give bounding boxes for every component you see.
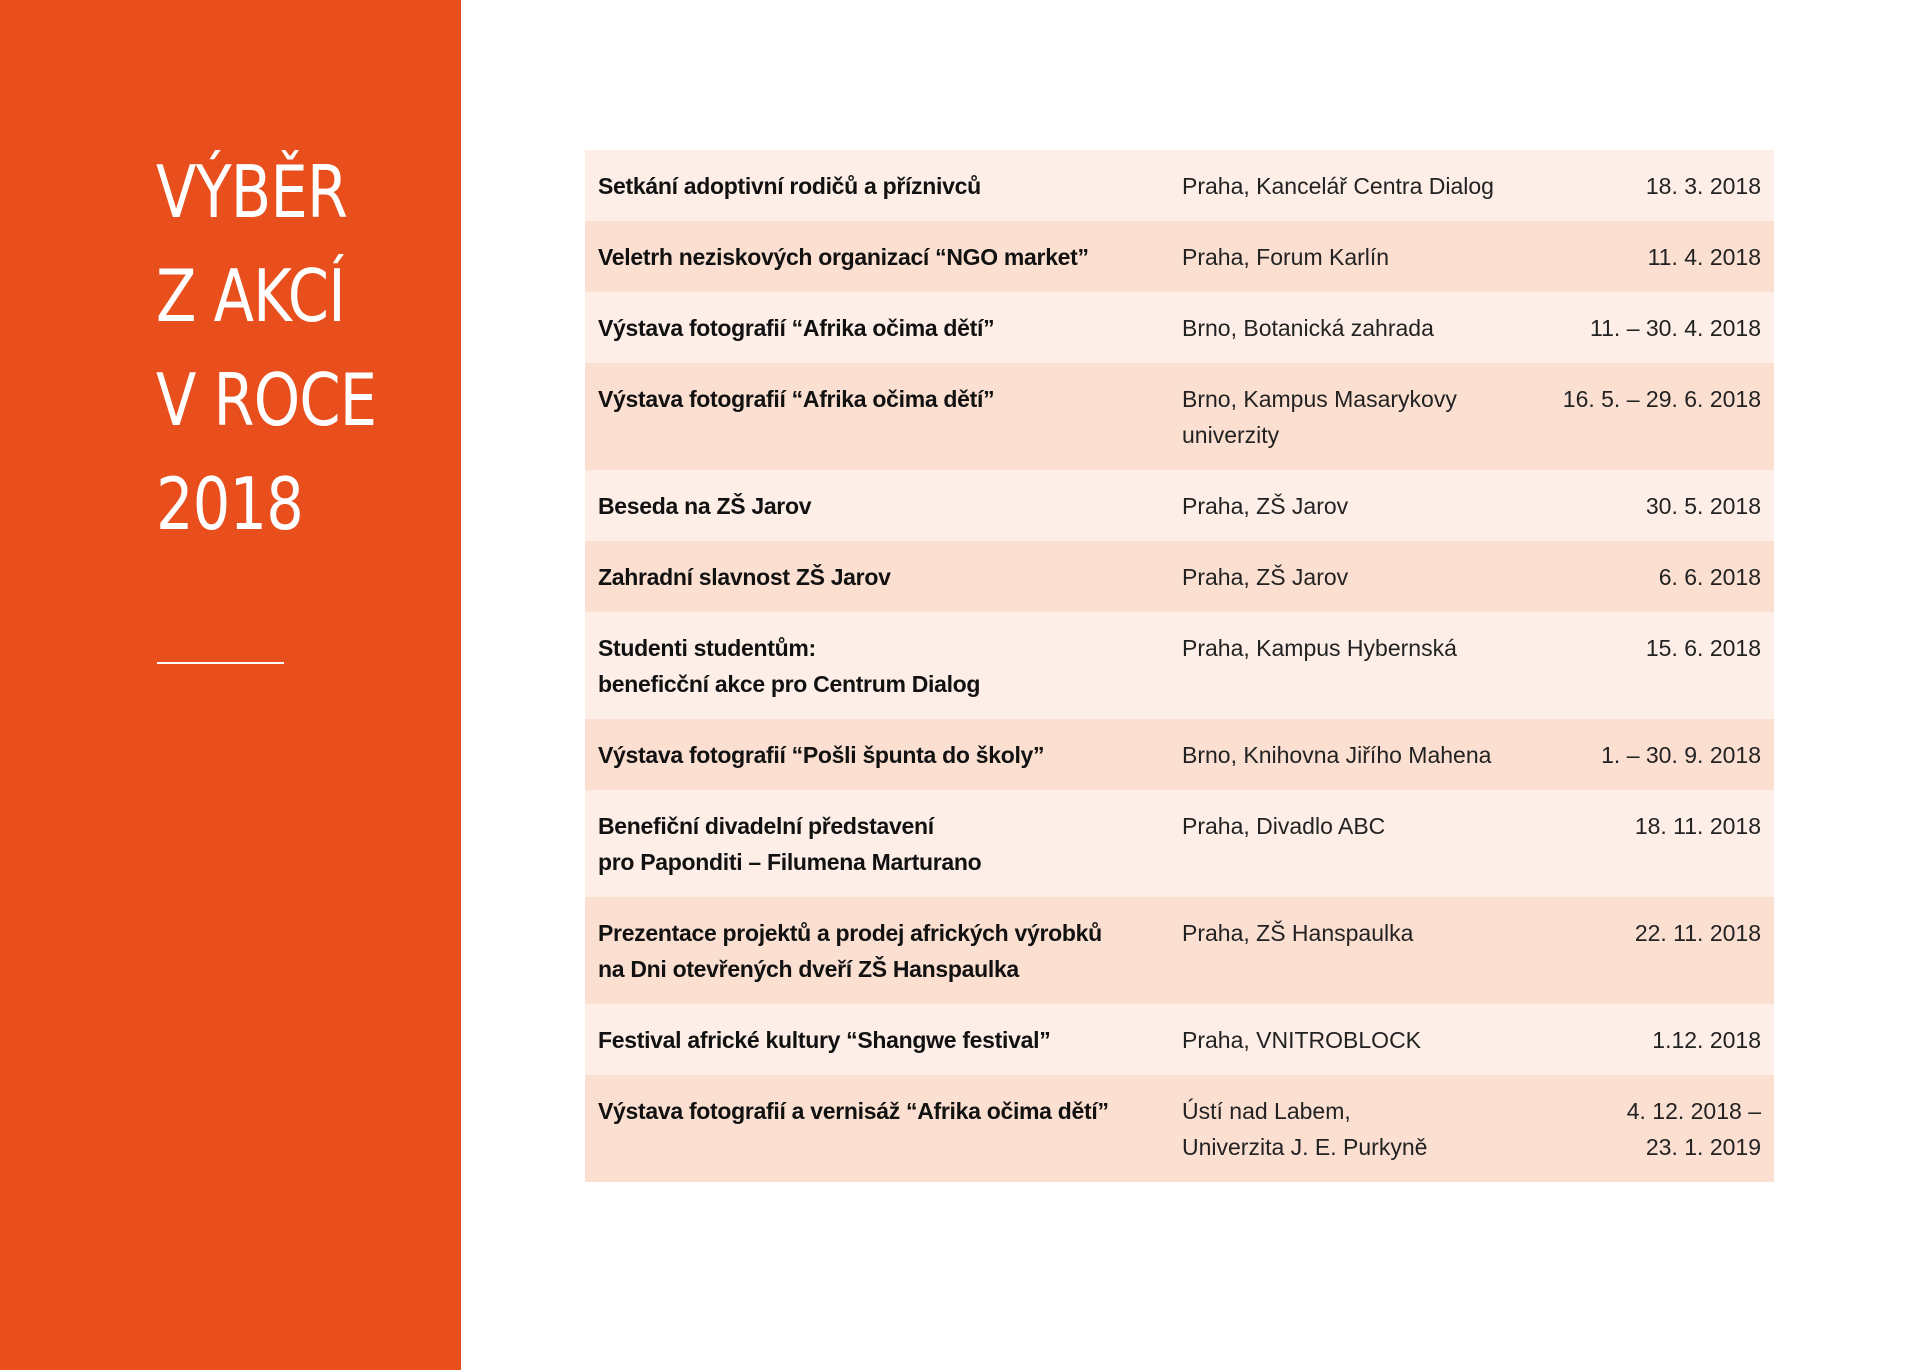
event-place: Praha, ZŠ Jarov (1182, 564, 1349, 590)
event-date: 1. – 30. 9. 2018 (1601, 742, 1761, 768)
event-date: 15. 6. 2018 (1645, 635, 1761, 661)
event-date: 22. 11. 2018 (1634, 920, 1761, 946)
events-table (585, 150, 1774, 1182)
event-date: 11. – 30. 4. 2018 (1590, 315, 1761, 341)
event-date: 18. 3. 2018 (1645, 173, 1761, 199)
event-row (585, 790, 1774, 897)
sidebar-panel (0, 0, 461, 1370)
event-place: Praha, VNITROBLOCK (1182, 1027, 1422, 1053)
event-name: Zahradní slavnost ZŠ Jarov (598, 564, 891, 590)
event-name: Výstava fotografií “Afrika očima dětí” (598, 386, 995, 412)
event-row (585, 541, 1774, 612)
page-title (156, 140, 376, 556)
event-row (585, 719, 1774, 790)
event-date: 30. 5. 2018 (1645, 493, 1761, 519)
event-place: Brno, Kampus Masarykovy univerzity (1182, 386, 1457, 448)
event-date: 18. 11. 2018 (1634, 813, 1761, 839)
event-date: 11. 4. 2018 (1647, 244, 1761, 270)
event-row (585, 221, 1774, 292)
event-name: Prezentace projektů a prodej afrických výrobků na Dni otevřených dveří ZŠ Hanspaulka (598, 920, 1102, 982)
event-name: Výstava fotografií “Afrika očima dětí” (598, 315, 995, 341)
event-date: 6. 6. 2018 (1658, 564, 1761, 590)
event-date: 4. 12. 2018 – 23. 1. 2019 (1626, 1098, 1761, 1160)
event-name: Výstava fotografií “Pošli špunta do školy” (598, 742, 1045, 768)
title-line: 2018 (156, 462, 303, 546)
event-row (585, 1004, 1774, 1075)
event-place: Brno, Botanická zahrada (1182, 315, 1434, 341)
event-place: Praha, Kampus Hybernská (1182, 635, 1457, 661)
event-name: Veletrh neziskových organizací “NGO market” (598, 244, 1089, 270)
event-place: Praha, Forum Karlín (1182, 244, 1390, 270)
event-row (585, 363, 1774, 470)
event-row (585, 150, 1774, 221)
title-line: V ROCE (156, 358, 377, 442)
event-name: Benefiční divadelní představení pro Paponditi – Filumena Marturano (598, 813, 982, 875)
event-row (585, 612, 1774, 719)
event-date: 1.12. 2018 (1652, 1027, 1761, 1053)
event-place: Praha, ZŠ Hanspaulka (1182, 920, 1414, 946)
event-name: Beseda na ZŠ Jarov (598, 493, 812, 519)
event-row (585, 470, 1774, 541)
title-line: VÝBĚR (156, 150, 348, 234)
event-place: Ústí nad Labem, Univerzita J. E. Purkyně (1182, 1098, 1428, 1160)
event-row (585, 897, 1774, 1004)
event-name: Výstava fotografií a vernisáž “Afrika očima dětí” (598, 1098, 1109, 1124)
event-row (585, 1075, 1774, 1182)
event-name: Studenti studentům: beneficční akce pro Centrum Dialog (598, 635, 981, 697)
title-divider (157, 662, 284, 664)
event-place: Brno, Knihovna Jiřího Mahena (1182, 742, 1492, 768)
event-name: Setkání adoptivní rodičů a příznivců (598, 173, 981, 199)
event-row (585, 292, 1774, 363)
event-date: 16. 5. – 29. 6. 2018 (1562, 386, 1761, 412)
event-place: Praha, Divadlo ABC (1182, 813, 1386, 839)
event-place: Praha, Kancelář Centra Dialog (1182, 173, 1494, 199)
title-line: Z AKCÍ (156, 254, 345, 338)
event-name: Festival africké kultury “Shangwe festival” (598, 1027, 1051, 1053)
event-place: Praha, ZŠ Jarov (1182, 493, 1349, 519)
